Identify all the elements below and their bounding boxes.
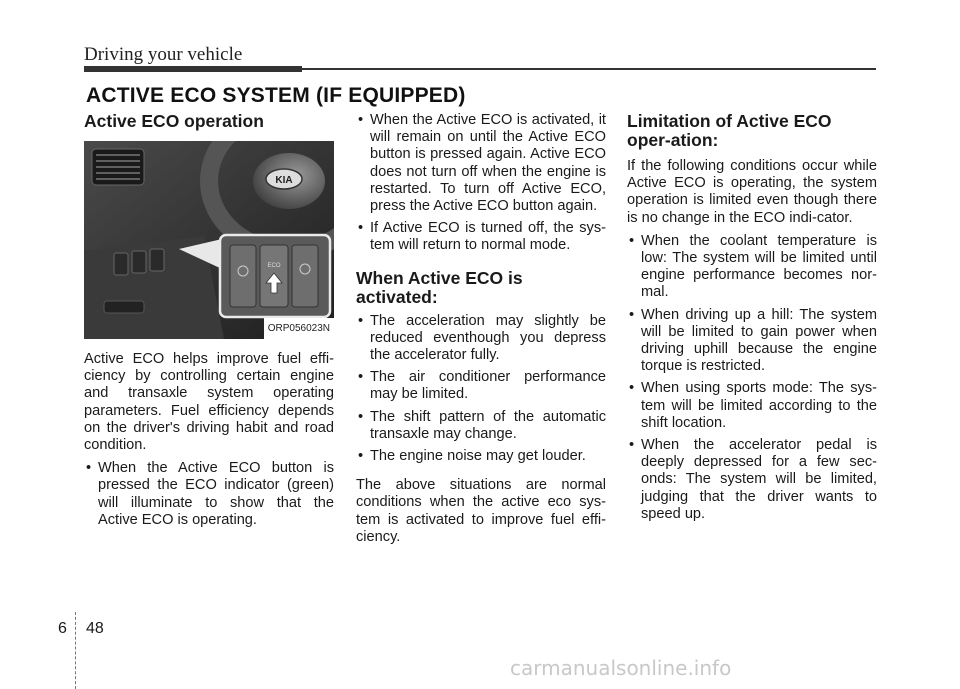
list-item: • When the accelerator pedal is deeply depressed for a few sec-onds: The system will be limited, judging that the driver wants to speed up.: [627, 437, 877, 523]
column-3: [627, 112, 877, 531]
list-item: • When the Active ECO is activated, it will remain on until the Active ECO button is pressed again. Active ECO does not turn off when the engine is restarted. To turn off Active ECO, press the Active ECO button again.: [356, 112, 606, 215]
intro-paragraph: Active ECO helps improve fuel effi-ciency by controlling certain engine and transaxle system operating parameters. Fuel efficiency depends on the driver's driving habit and road condition.: [84, 351, 334, 454]
chapter-number: 6: [58, 620, 67, 637]
column1-bullet-list: [84, 460, 334, 529]
list-item: • The shift pattern of the automatic transaxle may change.: [356, 409, 606, 443]
list-item: • The acceleration may slightly be reduced eventhough you depress the accelerator fully.: [356, 313, 606, 365]
column2-top-bullet-list: [356, 112, 606, 255]
svg-text:KIA: KIA: [275, 175, 293, 186]
column-1: [84, 112, 334, 537]
footer-separator: [75, 612, 77, 689]
list-item: • When the coolant temperature is low: The system will be limited until engine performance becomes nor-mal.: [627, 233, 877, 302]
limitation-paragraph: If the following conditions occur while Active ECO is operating, the system operation is limited even though there is no change in the ECO indi-cator.: [627, 158, 877, 226]
column2-bullet-list: [356, 313, 606, 466]
list-item: • If Active ECO is turned off, the sys-tem will return to normal mode.: [356, 220, 606, 254]
list-item: • When driving up a hill: The system will be limited to gain power when driving uphill because the engine torque is restricted.: [627, 307, 877, 376]
heading-active-eco-operation: Active ECO operation: [84, 111, 264, 131]
dashboard-figure: [84, 141, 334, 339]
heading-limitation: Limitation of Active ECO oper-ation:: [627, 111, 832, 150]
header-rule-thick: [84, 66, 302, 72]
normal-conditions-paragraph: The above situations are normal conditions when the active eco sys-tem is activated to improve fuel effi-ciency.: [356, 477, 606, 545]
list-item: • When using sports mode: The sys-tem will be limited according to the shift location.: [627, 380, 877, 432]
list-item: • When the Active ECO button is pressed the ECO indicator (green) will illuminate to show that the Active ECO is operating.: [84, 460, 334, 529]
column3-bullet-list: [627, 233, 877, 523]
header-rule-thin: [302, 68, 876, 70]
chapter-title: Driving your vehicle: [84, 44, 243, 65]
section-title: ACTIVE ECO SYSTEM (IF EQUIPPED): [86, 84, 466, 107]
list-item: • The air conditioner performance may be limited.: [356, 369, 606, 403]
page-number: 48: [86, 620, 104, 637]
figure-caption: ORP056023N: [264, 318, 334, 339]
figure-eco-label: ECO: [267, 263, 281, 269]
column-2: [356, 112, 606, 552]
heading-when-active-eco-activated: When Active ECO is activated:: [356, 267, 523, 307]
dashboard-illustration: [84, 141, 334, 339]
watermark: carmanualsonline.info: [510, 656, 732, 680]
list-item: • The engine noise may get louder.: [356, 448, 606, 465]
